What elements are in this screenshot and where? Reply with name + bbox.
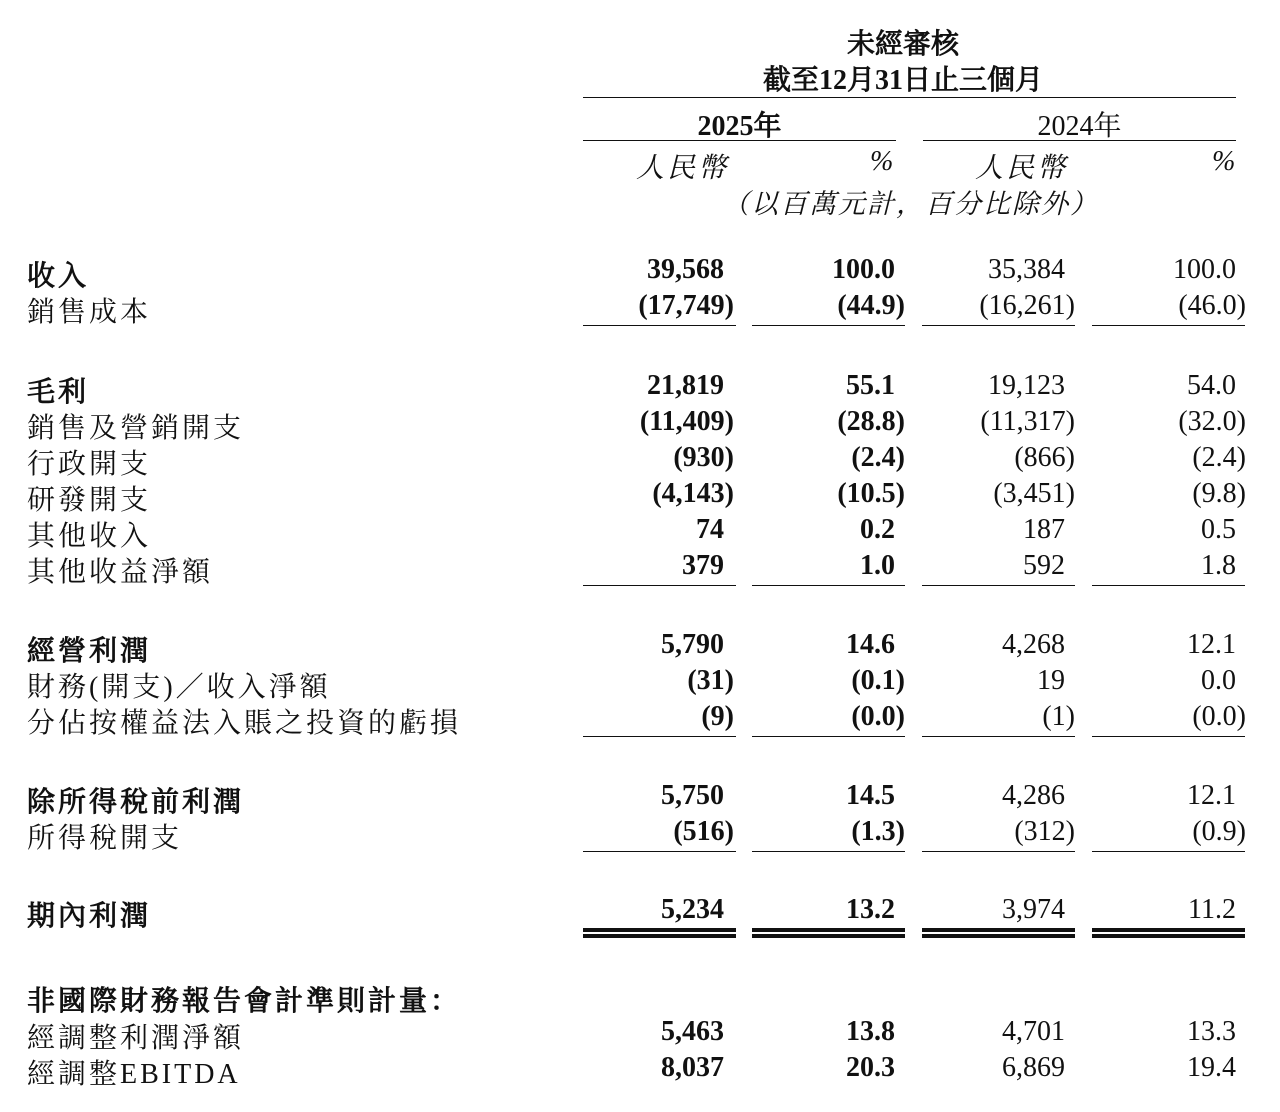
audit-status: 未經審核: [846, 29, 959, 60]
cell-2025-percent: 13.2: [846, 894, 895, 925]
cell-2025-percent: (28.8): [837, 406, 905, 437]
cell-2024-percent: 12.1: [1187, 629, 1236, 660]
cell-2025-amount: 39,568: [647, 254, 724, 285]
total-double-rule: [752, 928, 905, 938]
cell-2025-percent: (0.1): [851, 665, 905, 696]
subtotal-rule: [922, 585, 1075, 586]
cell-2025-amount: (17,749): [638, 290, 734, 321]
currency-label-current: 人民幣: [636, 153, 730, 184]
cell-2024-amount: 4,286: [1002, 780, 1065, 811]
row-label: 所得稅開支: [27, 823, 183, 854]
cell-2025-amount: 5,750: [661, 780, 724, 811]
cell-2025-amount: 379: [682, 550, 724, 581]
cell-2025-amount: (31): [687, 665, 734, 696]
year-current-rule: [583, 140, 896, 141]
cell-2025-percent: (1.3): [851, 816, 905, 847]
cell-2024-amount: 4,701: [1002, 1016, 1065, 1047]
cell-2024-amount: 6,869: [1002, 1052, 1065, 1083]
cell-2025-percent: 20.3: [846, 1052, 895, 1083]
cell-2024-amount: (1): [1042, 701, 1075, 732]
currency-label-prior: 人民幣: [975, 153, 1069, 184]
percent-label-prior: %: [1212, 146, 1239, 177]
subtotal-rule: [922, 736, 1075, 737]
cell-2024-percent: (46.0): [1178, 290, 1246, 321]
row-label: 期內利潤: [27, 901, 152, 932]
cell-2024-amount: (16,261): [979, 290, 1075, 321]
row-label: 分佔按權益法入賬之投資的虧損: [27, 708, 462, 739]
section-heading: 非國際財務報告會計準則計量：: [27, 986, 462, 1017]
cell-2024-percent: 13.3: [1187, 1016, 1236, 1047]
row-label: 銷售及營銷開支: [27, 413, 245, 444]
year-prior: 2024年: [1037, 111, 1122, 142]
cell-2024-percent: 100.0: [1173, 254, 1236, 285]
cell-2025-amount: 5,790: [661, 629, 724, 660]
cell-2024-amount: 35,384: [988, 254, 1065, 285]
percent-label-current: %: [870, 146, 897, 177]
cell-2025-amount: 21,819: [647, 370, 724, 401]
cell-2025-amount: (516): [673, 816, 734, 847]
cell-2024-amount: (3,451): [993, 478, 1075, 509]
subtotal-rule: [922, 325, 1075, 326]
cell-2025-percent: 55.1: [846, 370, 895, 401]
subtotal-rule: [1092, 585, 1245, 586]
cell-2024-amount: (11,317): [980, 406, 1075, 437]
subtotal-rule: [752, 851, 905, 852]
subtotal-rule: [1092, 851, 1245, 852]
cell-2024-percent: 0.0: [1201, 665, 1236, 696]
row-label: 行政開支: [27, 449, 152, 480]
year-current: 2025年: [697, 111, 782, 142]
subtotal-rule: [752, 325, 905, 326]
subtotal-rule: [583, 736, 736, 737]
row-label: 研發開支: [27, 485, 152, 516]
row-label: 其他收入: [27, 521, 152, 552]
cell-2024-amount: (866): [1014, 442, 1075, 473]
cell-2025-amount: 5,463: [661, 1016, 724, 1047]
cell-2025-amount: (930): [673, 442, 734, 473]
cell-2024-amount: 19: [1037, 665, 1065, 696]
cell-2024-percent: (9.8): [1192, 478, 1246, 509]
cell-2024-amount: 4,268: [1002, 629, 1065, 660]
row-label: 經調整利潤淨額: [27, 1023, 245, 1054]
cell-2024-amount: 19,123: [988, 370, 1065, 401]
cell-2024-percent: (0.9): [1192, 816, 1246, 847]
cell-2025-percent: 14.5: [846, 780, 895, 811]
cell-2024-amount: 3,974: [1002, 894, 1065, 925]
cell-2025-amount: 74: [696, 514, 724, 545]
cell-2025-percent: 0.2: [860, 514, 895, 545]
total-double-rule: [583, 928, 736, 938]
cell-2024-percent: 12.1: [1187, 780, 1236, 811]
row-label: 除所得稅前利潤: [27, 787, 245, 818]
subtotal-rule: [583, 325, 736, 326]
cell-2024-percent: (2.4): [1192, 442, 1246, 473]
subtotal-rule: [1092, 325, 1245, 326]
subtotal-rule: [752, 736, 905, 737]
subtotal-rule: [922, 851, 1075, 852]
row-label: 銷售成本: [27, 297, 152, 328]
cell-2024-amount: (312): [1014, 816, 1075, 847]
cell-2025-amount: (11,409): [639, 406, 734, 437]
cell-2024-percent: 0.5: [1201, 514, 1236, 545]
row-label: 毛利: [27, 377, 90, 408]
cell-2024-percent: (32.0): [1178, 406, 1246, 437]
cell-2025-percent: 1.0: [860, 550, 895, 581]
total-double-rule: [922, 928, 1075, 938]
cell-2025-amount: 8,037: [661, 1052, 724, 1083]
subtotal-rule: [583, 851, 736, 852]
cell-2024-amount: 592: [1023, 550, 1065, 581]
row-label: 經營利潤: [27, 636, 152, 667]
cell-2024-percent: 1.8: [1201, 550, 1236, 581]
row-label: 經調整EBITDA: [27, 1059, 241, 1090]
cell-2025-percent: 14.6: [846, 629, 895, 660]
cell-2025-percent: (0.0): [851, 701, 905, 732]
cell-2024-percent: 54.0: [1187, 370, 1236, 401]
subtotal-rule: [752, 585, 905, 586]
row-label: 收入: [27, 261, 90, 292]
cell-2025-amount: 5,234: [661, 894, 724, 925]
year-prior-rule: [923, 140, 1236, 141]
total-double-rule: [1092, 928, 1245, 938]
row-label: 財務(開支)／收入淨額: [27, 672, 331, 703]
cell-2024-amount: 187: [1023, 514, 1065, 545]
cell-2024-percent: (0.0): [1192, 701, 1246, 732]
subtotal-rule: [583, 585, 736, 586]
cell-2024-percent: 11.2: [1188, 894, 1236, 925]
cell-2025-percent: 13.8: [846, 1016, 895, 1047]
header-rule: [583, 97, 1236, 98]
cell-2024-percent: 19.4: [1187, 1052, 1236, 1083]
row-label: 其他收益淨額: [27, 557, 214, 588]
cell-2025-percent: (44.9): [837, 290, 905, 321]
unit-note: （以百萬元計，百分比除外）: [722, 189, 1099, 219]
subtotal-rule: [1092, 736, 1245, 737]
cell-2025-percent: (2.4): [851, 442, 905, 473]
period-title: 截至12月31日止三個月: [762, 65, 1043, 96]
cell-2025-percent: 100.0: [832, 254, 895, 285]
cell-2025-amount: (9): [701, 701, 734, 732]
cell-2025-percent: (10.5): [837, 478, 905, 509]
cell-2025-amount: (4,143): [652, 478, 734, 509]
